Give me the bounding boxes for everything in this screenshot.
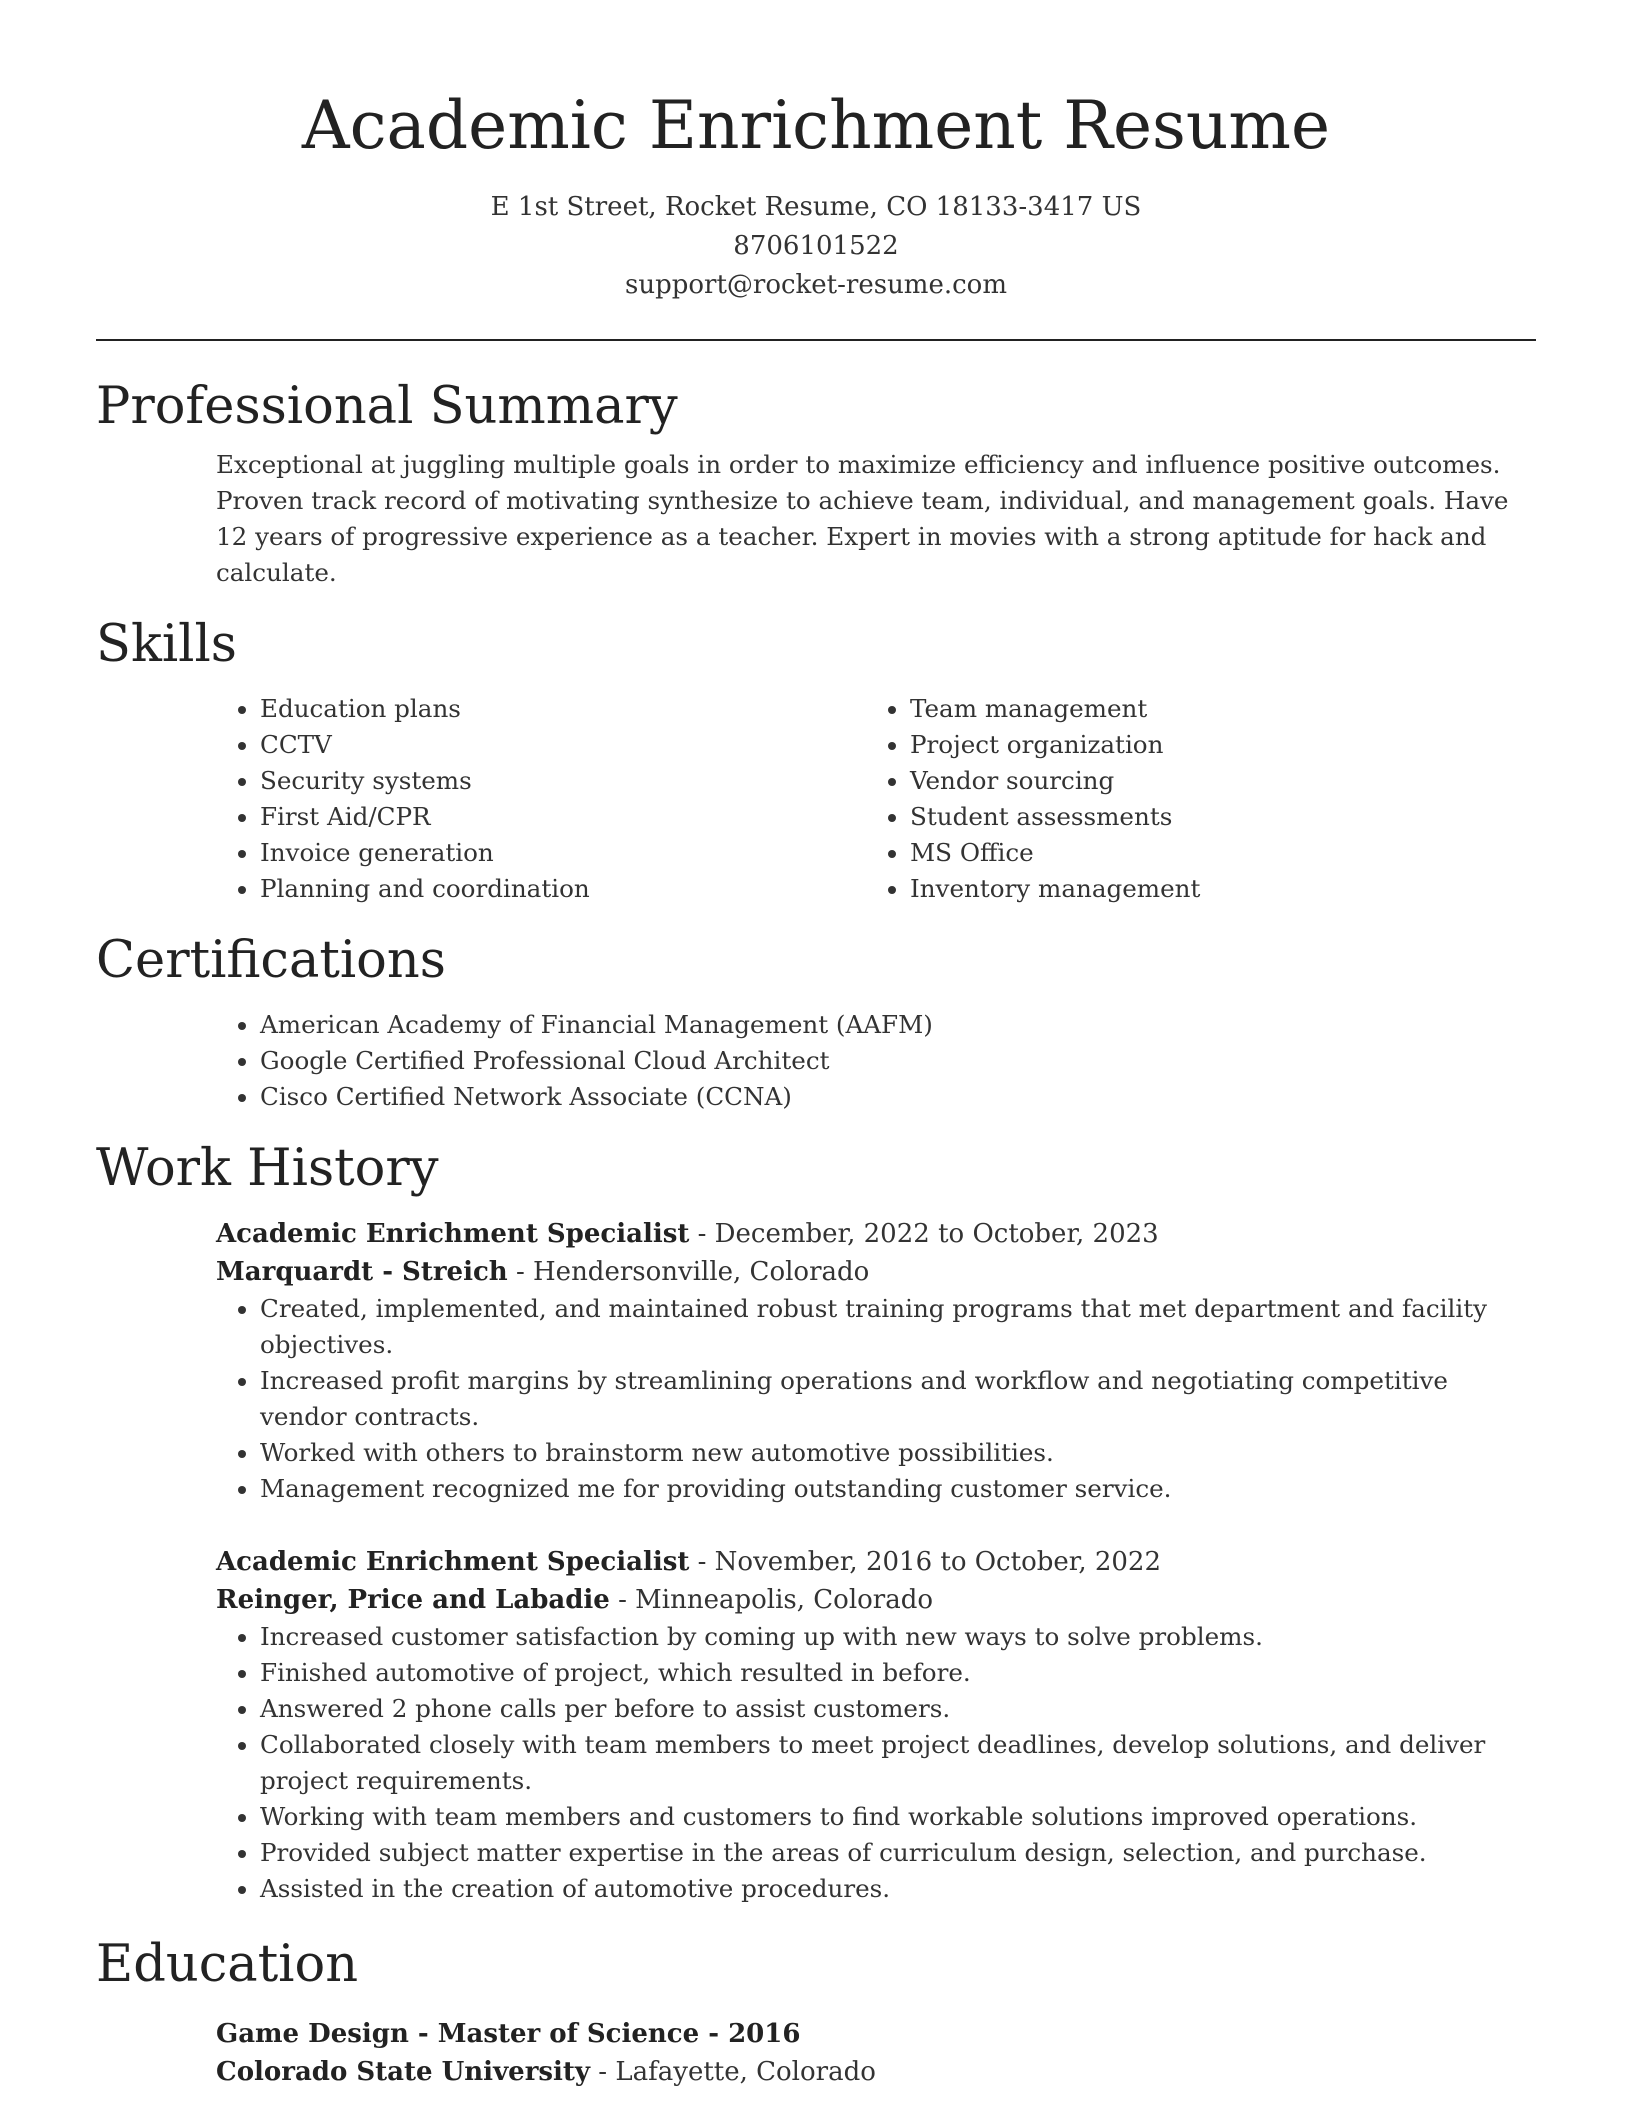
certification-item: • Google Certified Professional Cloud Architect: [260, 1043, 1536, 1079]
skill-item: • Inventory management: [910, 871, 1516, 907]
job-role: Academic Enrichment Specialist: [216, 1547, 690, 1577]
skill-item: • MS Office: [910, 835, 1516, 871]
skill-item: • CCTV: [260, 727, 866, 763]
job-bullets: [216, 1291, 1536, 1507]
skills-column-right: [866, 691, 1516, 907]
certification-item: • Cisco Certified Network Associate (CCNA): [260, 1079, 1536, 1115]
job-company-line: [216, 1581, 1536, 1619]
skill-item: • Planning and coordination: [260, 871, 866, 907]
job-role: Academic Enrichment Specialist: [216, 1219, 690, 1249]
job-bullet: • Management recognized me for providing outstanding customer service.: [260, 1471, 1536, 1507]
certifications-list-wrap: [216, 1007, 1536, 1115]
job-company: Reinger, Price and Labadie: [216, 1585, 610, 1615]
job-location: - Minneapolis, Colorado: [609, 1585, 934, 1615]
contact-address: E 1st Street, Rocket Resume, CO 18133-3417 US: [490, 192, 1142, 222]
contact-block: [96, 188, 1536, 305]
skill-item: • Security systems: [260, 763, 866, 799]
skill-item: • Vendor sourcing: [910, 763, 1516, 799]
job-company-line: [216, 1253, 1536, 1291]
skill-item: • Invoice generation: [260, 835, 866, 871]
skills-list-left: [216, 691, 866, 907]
skills-columns: [216, 691, 1536, 907]
resume-name: Academic Enrichment Resume: [301, 87, 1331, 164]
summary-section: [96, 375, 1536, 591]
job-entry: [216, 1543, 1536, 1907]
job-dates: - December, 2022 to October, 2023: [689, 1219, 1159, 1249]
job-bullet: • Working with team members and customers to find workable solutions improved operations.: [260, 1799, 1536, 1835]
job-title-line: [216, 1215, 1536, 1253]
job-bullets: [216, 1619, 1536, 1907]
job-entry: [216, 1215, 1536, 1507]
job-dates: - November, 2016 to October, 2022: [689, 1547, 1162, 1577]
skill-item: • First Aid/CPR: [260, 799, 866, 835]
header-divider: [96, 339, 1536, 341]
education-location: - Lafayette, Colorado: [590, 2057, 876, 2087]
skills-column-left: [216, 691, 866, 907]
education-title: Education: [96, 1935, 359, 1994]
skill-item: • Education plans: [260, 691, 866, 727]
skills-section: [96, 613, 1536, 907]
education-school: Colorado State University: [216, 2057, 591, 2087]
education-degree-line: [216, 2015, 1536, 2053]
job-bullet: • Assisted in the creation of automotive procedures.: [260, 1871, 1536, 1907]
education-section: [96, 1933, 1536, 2091]
summary-text: Exceptional at juggling multiple goals in order to maximize efficiency and influence positive outcomes. Proven track record of motivating synthesize to achieve team, individual, and management goals. Have 12 years of progressive experience as a teacher. Expert in movies with a strong aptitude for hack and calculate.: [216, 450, 1509, 587]
contact-phone: 8706101522: [733, 231, 899, 261]
job-bullet: • Answered 2 phone calls per before to assist customers.: [260, 1691, 1536, 1727]
resume-header: [96, 0, 1536, 305]
job-bullet: • Increased customer satisfaction by coming up with new ways to solve problems.: [260, 1619, 1536, 1655]
summary-title: Professional Summary: [96, 377, 678, 436]
certification-item: • American Academy of Financial Management (AAFM): [260, 1007, 1536, 1043]
job-bullet: • Increased profit margins by streamlining operations and workflow and negotiating competitive vendor contracts.: [260, 1363, 1536, 1435]
job-bullet: • Created, implemented, and maintained robust training programs that met department and facility objectives.: [260, 1291, 1536, 1363]
skill-item: • Student assessments: [910, 799, 1516, 835]
certifications-list: [216, 1007, 1536, 1115]
job-bullet: • Finished automotive of project, which resulted in before.: [260, 1655, 1536, 1691]
resume-page: [96, 0, 1536, 2091]
education-entry: [216, 2015, 1536, 2091]
job-bullet: • Collaborated closely with team members to meet project deadlines, develop solutions, and deliver project requirements.: [260, 1727, 1536, 1799]
certifications-title: Certifications: [96, 931, 446, 990]
skills-title: Skills: [96, 615, 237, 674]
job-bullet: • Worked with others to brainstorm new automotive possibilities.: [260, 1435, 1536, 1471]
skills-list-right: [866, 691, 1516, 907]
work-history-title: Work History: [96, 1139, 439, 1198]
certifications-section: [96, 929, 1536, 1115]
job-company: Marquardt - Streich: [216, 1257, 508, 1287]
job-title-line: [216, 1543, 1536, 1581]
education-degree: Game Design - Master of Science - 2016: [216, 2019, 801, 2049]
job-location: - Hendersonville, Colorado: [507, 1257, 870, 1287]
job-bullet: • Provided subject matter expertise in the areas of curriculum design, selection, and purchase.: [260, 1835, 1536, 1871]
education-school-line: [216, 2053, 1536, 2091]
work-history-section: [96, 1137, 1536, 1907]
contact-email: support@rocket-resume.com: [624, 270, 1007, 300]
skill-item: • Team management: [910, 691, 1516, 727]
skill-item: • Project organization: [910, 727, 1516, 763]
